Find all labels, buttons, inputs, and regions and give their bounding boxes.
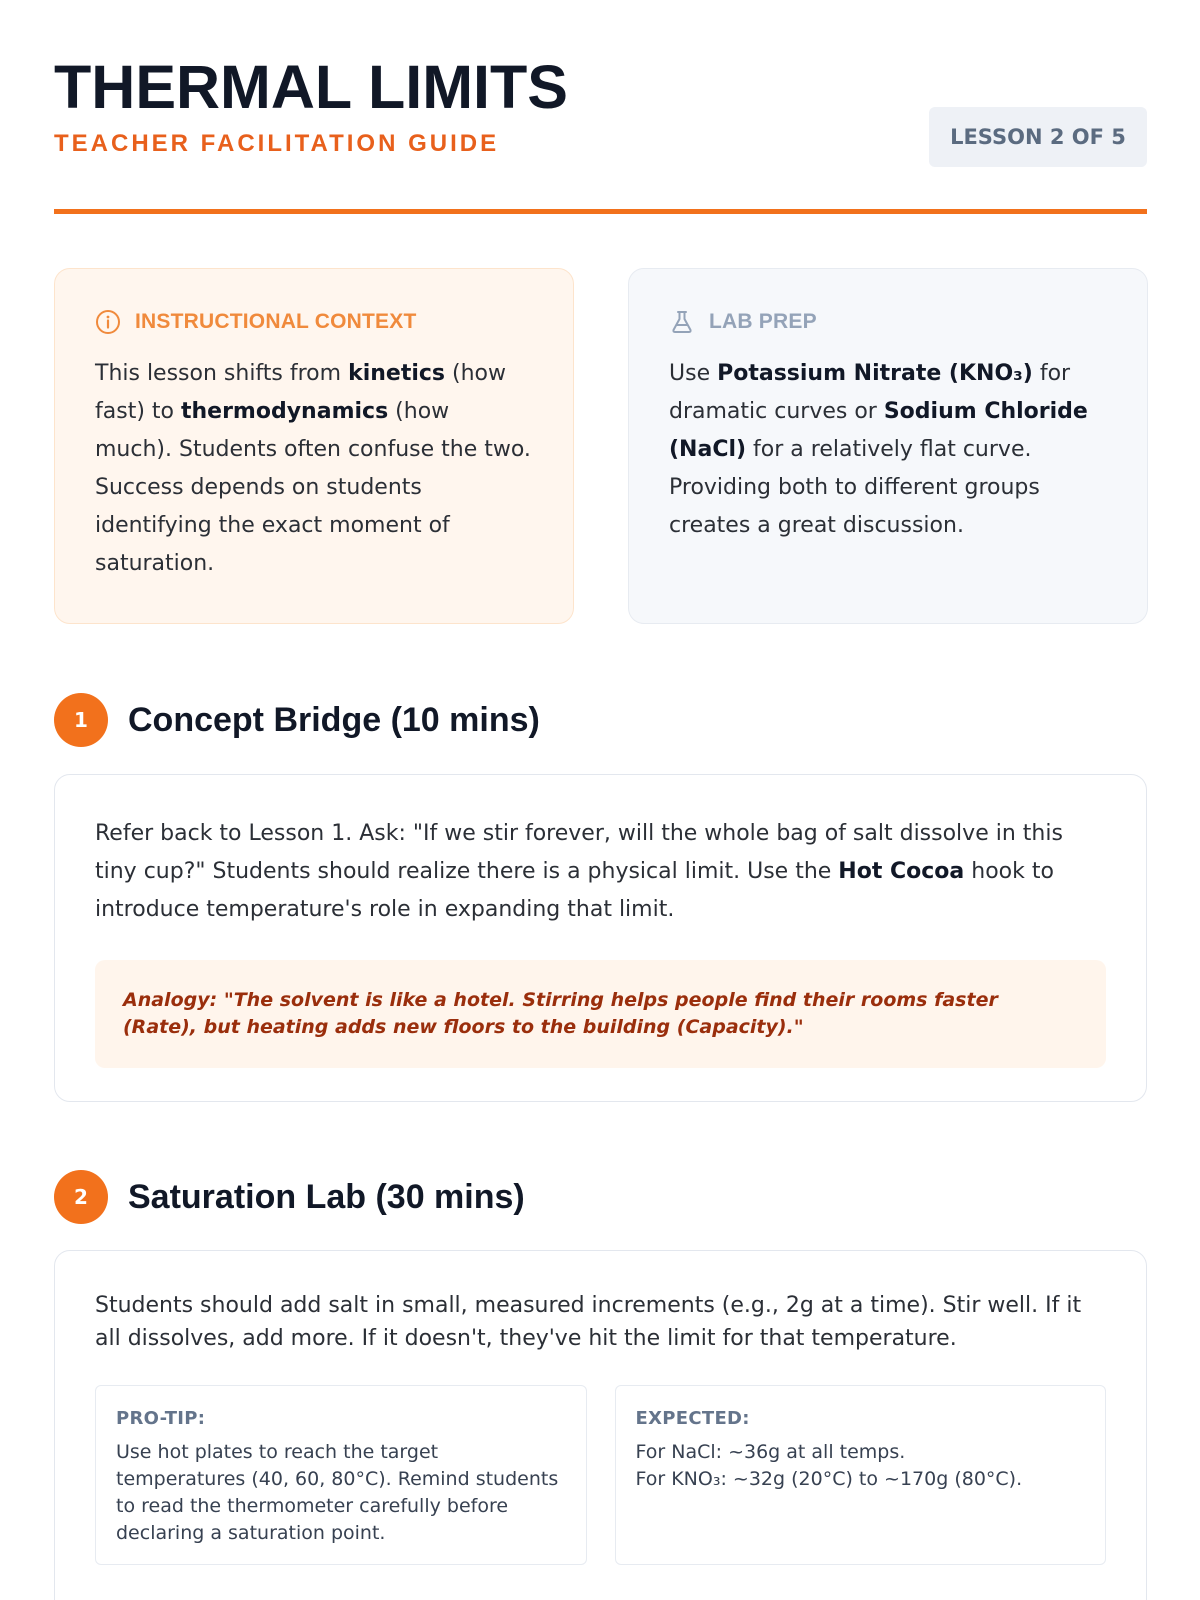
step-1-heading <box>54 693 540 747</box>
pro-tip-label: PRO-TIP: <box>116 1408 206 1429</box>
concept-text-part: Refer back to Lesson 1. Ask: "If we stir forever, will the whole bag of salt dissolve in this tiny cup?" Students should realize there is a physical limit. Use the <box>95 821 1063 884</box>
prep-text-part: Use <box>669 361 718 386</box>
step-title: Saturation Lab (30 mins) <box>128 1177 525 1216</box>
info-circle-icon <box>95 309 121 335</box>
instructional-context-label: INSTRUCTIONAL CONTEXT <box>135 310 417 333</box>
instructional-context-header <box>95 307 533 337</box>
analogy-callout: Analogy: "The solvent is like a hotel. Stirring helps people find their rooms faster (Rate), but heating adds new floors to the building (Capacity)." <box>95 960 1106 1068</box>
pro-tip-text: Use hot plates to reach the target temperatures (40, 60, 80°C). Remind students to read the thermometer carefully before declaring a saturation point. <box>116 1441 559 1544</box>
expected-line: For KNO₃: ~32g (20°C) to ~170g (80°C). <box>635 1468 1023 1490</box>
instructional-context-text <box>95 355 533 583</box>
step-number-badge: 1 <box>54 693 108 747</box>
lab-prep-header <box>669 307 1107 337</box>
expected-box <box>615 1385 1107 1565</box>
expected-label: EXPECTED: <box>635 1408 750 1429</box>
context-text-part: (how fast) to <box>95 361 507 424</box>
page-title: THERMAL LIMITS <box>54 53 568 121</box>
prep-text-part: for dramatic curves or <box>669 361 1071 424</box>
lab-tips <box>95 1385 1106 1565</box>
lab-prep-label: LAB PREP <box>709 310 817 333</box>
context-text-part: This lesson shifts from <box>95 361 349 386</box>
concept-text-part: hook to introduce temperature's role in expanding that limit. <box>95 859 1054 922</box>
context-term-kinetics: kinetics <box>348 361 446 386</box>
flask-icon <box>669 309 695 335</box>
expected-text <box>636 1439 1086 1493</box>
step-2-heading <box>54 1170 525 1224</box>
page-header <box>54 52 1147 214</box>
concept-bridge-text <box>95 815 1106 929</box>
prep-term-kno3: Potassium Nitrate (KNO₃) <box>717 361 1033 386</box>
step-number-badge: 2 <box>54 1170 108 1224</box>
context-text-part: (how much). Students often confuse the two. Success depends on students identifying the exact moment of saturation. <box>95 399 531 576</box>
concept-bridge-panel <box>54 774 1147 1102</box>
lesson-badge: LESSON 2 OF 5 <box>929 107 1147 167</box>
prep-text-part: for a relatively flat curve. Providing both to different groups creates a great discussion. <box>669 437 1040 538</box>
expected-line: For NaCl: ~36g at all temps. <box>635 1441 906 1463</box>
lab-prep-text <box>669 355 1107 545</box>
page-subtitle: TEACHER FACILITATION GUIDE <box>54 130 500 157</box>
context-term-thermodynamics: thermodynamics <box>180 399 389 424</box>
saturation-lab-panel <box>54 1250 1147 1600</box>
lab-prep-card <box>628 268 1148 624</box>
saturation-lab-text: Students should add salt in small, measured increments (e.g., 2g at a time). Stir well. If it all dissolves, add more. If it doesn't, they've hit the limit for that temperature. <box>95 1293 1082 1351</box>
prep-term-nacl: Sodium Chloride (NaCl) <box>669 399 1088 462</box>
step-title: Concept Bridge (10 mins) <box>128 700 540 739</box>
concept-term-hot-cocoa: Hot Cocoa <box>838 859 965 884</box>
pro-tip-box <box>95 1385 587 1565</box>
instructional-context-card <box>54 268 574 624</box>
